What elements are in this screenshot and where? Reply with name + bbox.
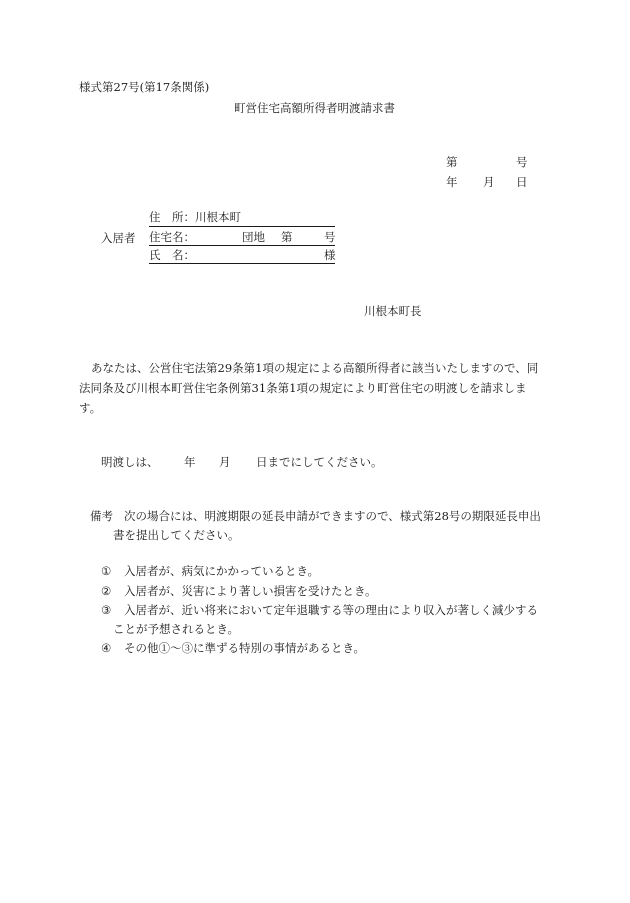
- note-item-3-continuation: ことが予想されるとき。: [113, 622, 240, 636]
- date-month: 月: [483, 175, 495, 189]
- housing-label: 住宅名：: [149, 230, 195, 244]
- date-day: 日: [516, 175, 528, 189]
- deadline-month: 月: [219, 455, 231, 469]
- form-number: 様式第27号(第17条関係): [79, 80, 210, 94]
- housing-dai: 第: [281, 230, 293, 244]
- note-item-2-text: 入居者が、災害により著しい損害を受けたとき。: [124, 584, 377, 598]
- note-item-3-text: 入居者が、近い将来において定年退職する等の理由により収入が著しく減少する: [124, 603, 538, 617]
- recipient-role: 入居者: [101, 231, 136, 245]
- note-item-1-text: 入居者が、病気にかかっているとき。: [124, 564, 320, 578]
- body-line-2: 法同条及び川根本町営住宅条例第31条第1項の規定により町営住宅の明渡しを請求しま: [79, 381, 527, 395]
- note-label: 備考: [90, 509, 113, 523]
- housing-line: [149, 232, 335, 246]
- note-item-2-mark: ②: [101, 584, 112, 598]
- note-line-2: 書を提出してください。: [113, 528, 240, 542]
- doc-number-go: 号: [516, 155, 528, 169]
- note-item-4-mark: ④: [101, 641, 112, 655]
- body-line-1: あなたは、公営住宅法第29条第1項の規定による高額所得者に該当いたしますので、同: [91, 361, 539, 375]
- deadline-prefix: 明渡しは、: [101, 455, 159, 469]
- document-title: 町営住宅高額所得者明渡請求書: [234, 101, 395, 115]
- sender: 川根本町長: [364, 304, 422, 318]
- date-year: 年: [446, 175, 458, 189]
- address-label: 住 所：川根本町: [149, 210, 241, 224]
- deadline-suffix: 日までにしてください。: [256, 455, 383, 469]
- note-item-3-mark: ③: [101, 603, 112, 617]
- body-line-3: す。: [79, 401, 102, 415]
- note-item-1-mark: ①: [101, 564, 112, 578]
- address-line: [149, 212, 335, 227]
- housing-go: 号: [324, 230, 336, 244]
- name-label: 氏 名：: [149, 248, 195, 262]
- name-line: [149, 250, 335, 264]
- note-line-1: 次の場合には、明渡期限の延長申請ができますので、様式第28号の期限延長申出: [124, 509, 541, 523]
- danchi-label: 団地: [242, 230, 265, 244]
- doc-number-dai: 第: [446, 155, 458, 169]
- note-item-4-text: その他①～③に準ずる特別の事情があるとき。: [124, 641, 366, 655]
- sama-label: 様: [324, 248, 336, 262]
- deadline-year: 年: [184, 455, 196, 469]
